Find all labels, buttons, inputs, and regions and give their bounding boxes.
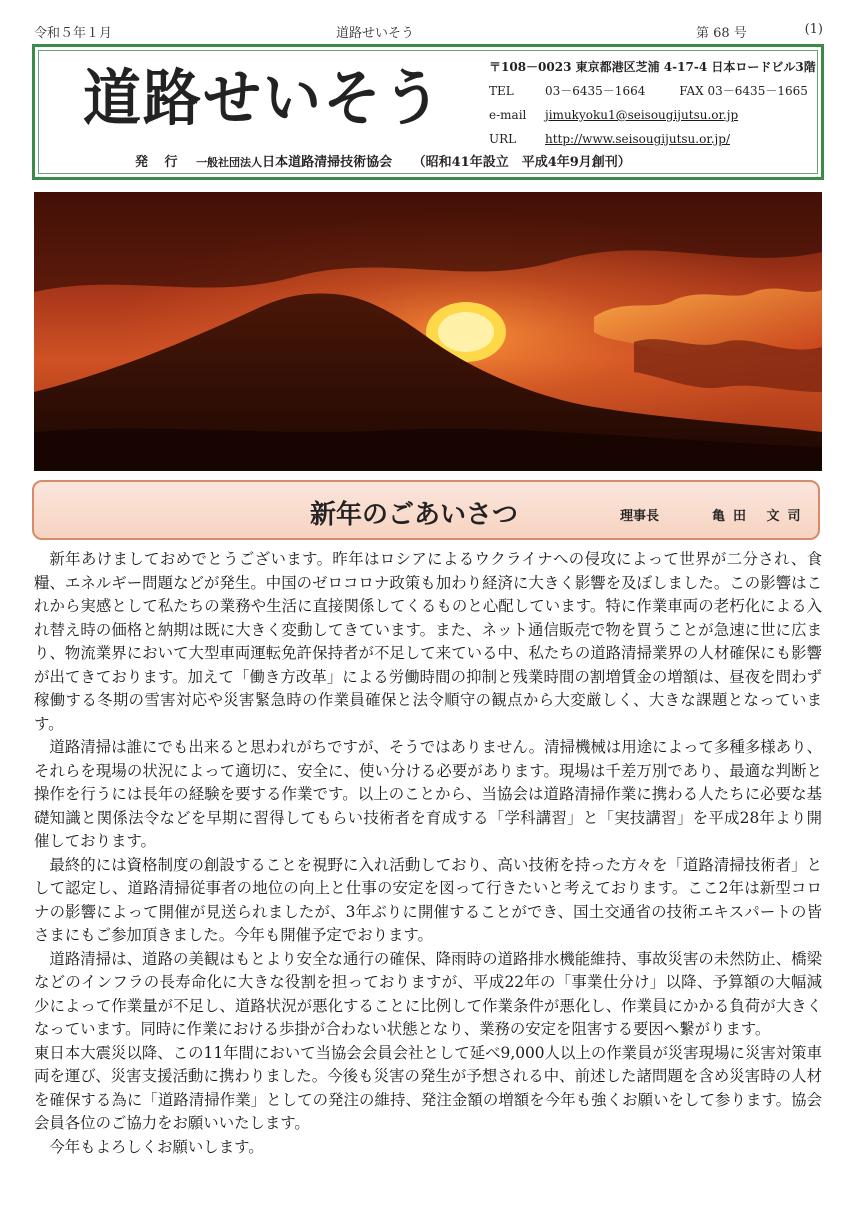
- article-title: 新年のごあいさつ: [310, 500, 519, 530]
- tel-number: 03－6435－1664: [545, 84, 646, 98]
- running-header: [34, 22, 823, 42]
- sun-core: [438, 312, 494, 352]
- paragraph-closing: 今年もよろしくお願いします。: [49, 1137, 264, 1156]
- email-label: e-mail: [489, 108, 527, 122]
- phone-row: [489, 79, 824, 103]
- email-row: [489, 103, 824, 127]
- publisher-line: [135, 151, 631, 170]
- url-row: [489, 127, 824, 151]
- article-body: [34, 548, 822, 1159]
- publisher-label: 発 行: [135, 155, 184, 170]
- paragraph: 新年あけましておめでとうございます。昨年はロシアによるウクライナへの侵攻によって世界が二分され、食糧、エネルギー問題などが発生。中国のゼロコロナ政策も加わり経済に大きく影響を及ぼしました。この影響はこれから実感として私たちの業務や生活に直接関係してくるものと心配しています。特に作業車両の老朽化による入れ替え時の価格と納期は既に大きく変動してきています。また、ネット通信販売で物を買うことが急速に世に広まり、物流業界において大型車両運転免許保持者が不足して来ている中、私たちの道路清掃業界の人材確保にも影響が出てきております。加えて「働き方改革」による労働時間の抑制と残業時間の割増賃金の増額は、昼夜を問わず稼働する冬期の雪害対応や災害緊急時の作業員確保と法令順守の観点から大変厳しく、大きな課題となっています。: [34, 550, 822, 733]
- newsletter-logo-title: 道路せいそう: [83, 62, 444, 134]
- website-link[interactable]: http://www.seisougijutsu.or.jp/: [545, 132, 730, 146]
- email-link[interactable]: jimukyoku1@seisougijutsu.or.jp: [545, 108, 739, 122]
- fax-number: 03－6435－1665: [707, 84, 808, 98]
- masthead: [32, 44, 824, 180]
- postal-address: 〒108－0023 東京都港区芝浦 4-17-4 日本ロードビル3階: [489, 60, 816, 74]
- greeting-banner: [32, 480, 820, 540]
- tel-label: TEL: [489, 84, 514, 98]
- contact-block: [489, 55, 824, 151]
- fax-label: FAX: [679, 84, 704, 98]
- author-role: 理事長: [620, 509, 660, 524]
- paragraph: 道路清掃は、道路の美観はもとより安全な通行の確保、降雨時の道路排水機能維持、事故災害の未然防止、橋梁などのインフラの長寿命化に大きな役割を担っておりますが、平成22年の「事業仕分け」以降、予算額の大幅減少によって作業量が不足し、道路状況が悪化することに比例して作業条件が悪化し、作業員にかかる負荷が大きくなっています。同時に作業における歩掛が合わない状態となり、業務の安定を阻害する要因へ繋がります。: [34, 949, 822, 1038]
- paragraph: 東日本大震災以降、この11年間において当協会会員会社として延べ9,000人以上の作業員が災害現場に災害対策車両を運び、災害支援活動に携わりました。今後も災害の発生が予想される中、前述した諸問題を含め災害時の人材を確保する為に「道路清掃作業」としての発注の維持、発注金額の増額を今年も強くお願いをして参ります。協会会員各位のご協力をお願いいたします。: [34, 1043, 822, 1132]
- issue-number: 第 68 号: [696, 26, 747, 41]
- page-number: (1): [804, 22, 823, 37]
- url-label: URL: [489, 132, 517, 146]
- sunset-mountain-photo: [34, 192, 822, 471]
- running-title: 道路せいそう: [336, 26, 415, 41]
- paragraph: 最終的には資格制度の創設することを視野に入れ活動しており、高い技術を持った方々を「道路清掃技術者」として認定し、道路清掃従事者の地位の向上と仕事の安定を図って行きたいと考えております。ここ2年は新型コロナの影響によって開催が見送られましたが、3年ぶりに開催することができ、国土交通省の技術エキスパートの皆さまにもご参加頂きました。今年も開催予定でおります。: [34, 855, 822, 944]
- publisher-name: 日本道路清掃技術協会: [262, 155, 393, 170]
- photo-illustration: [34, 192, 822, 471]
- paragraph: 道路清掃は誰にでも出来ると思われがちですが、そうではありません。清掃機械は用途によって多種多様あり、それらを現場の状況によって適切に、安全に、使い分ける必要があります。現場は千差万別であり、最適な判断と操作を行うには長年の経験を要する作業です。以上のことから、当協会は道路清掃作業に携わる人たちに必要な基礎知識と関係法令などを早期に習得してもらい技術者を育成する「学科講習」と「実技講習」を平成28年より開催しております。: [34, 738, 822, 850]
- publisher-corp-type: 一般社団法人: [196, 156, 263, 169]
- publisher-established: （昭和41年設立 平成4年9月創刊）: [412, 155, 631, 170]
- issue-date: 令和５年１月: [34, 26, 113, 41]
- author-name: 亀田 文司: [712, 509, 809, 524]
